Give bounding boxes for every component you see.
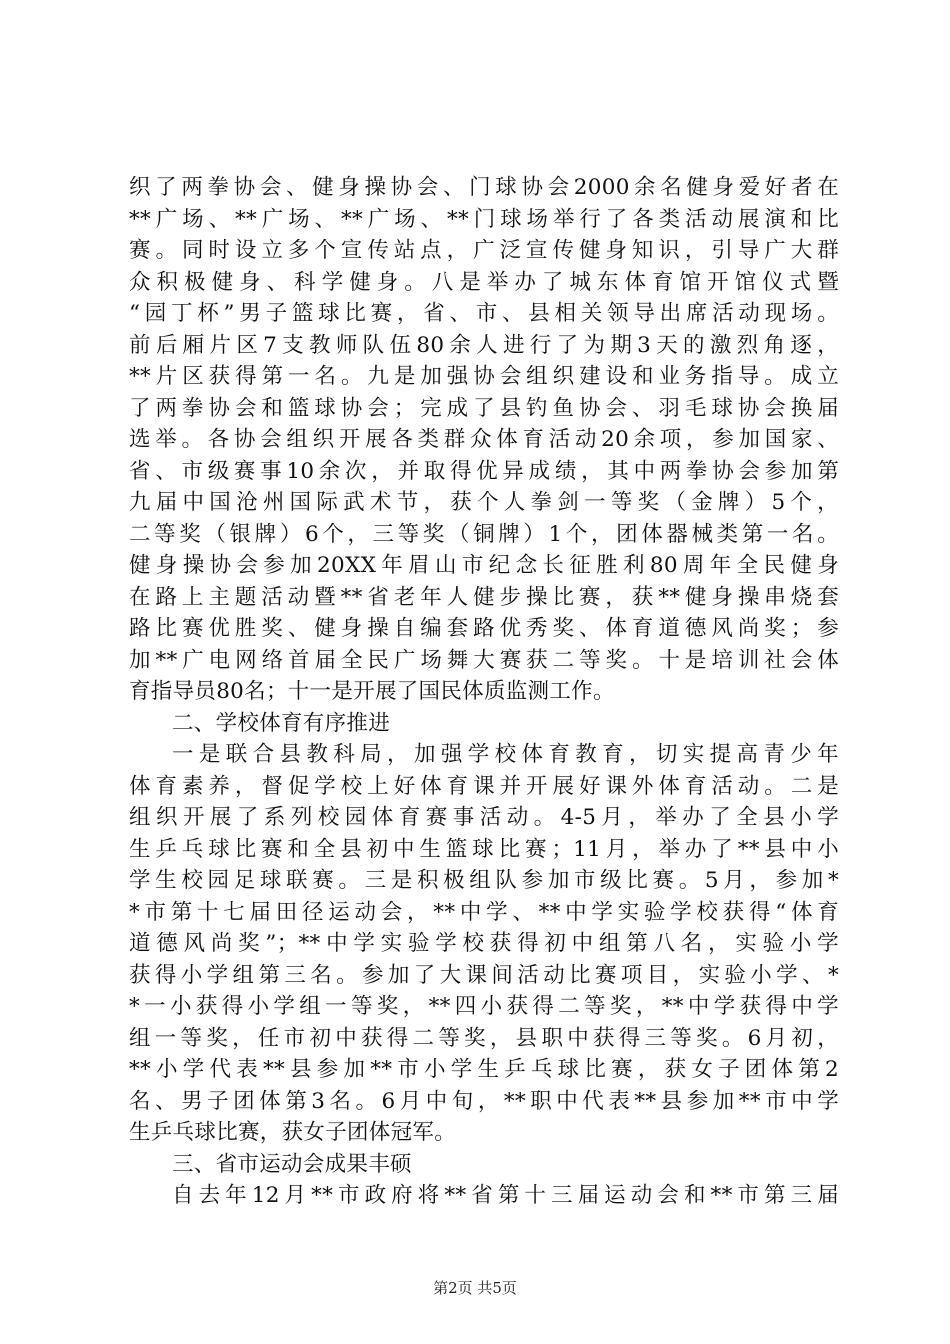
text-line: 组织开展了系列校园体育赛事活动。4-5月，举办了全县小学 [129,805,839,830]
text-line: 加**广电网络首届全民广场舞大赛获二等奖。十是培训社会体 [129,647,839,673]
text-line: 前后厢片区7支教师队伍80余人进行了为期3天的激烈角逐， [129,332,839,358]
text-line: *市第十七届田径运动会，**中学、**中学实验学校获得“体育 [129,899,839,925]
text-line: 在路上主题活动暨**省老年人健步操比赛，获**健身操串烧套 [129,584,839,610]
text-line: 育指导员80名；十一是开展了国民体质监测工作。 [129,679,615,704]
text-line: **广场、**广场、**广场、**门球场举行了各类活动展演和比 [129,206,839,232]
text-line: 体育素养，督促学校上好体育课并开展好课外体育活动。二是 [129,773,839,799]
text-line: 获得小学组第三名。参加了大课间活动比赛项目，实验小学、* [129,962,839,988]
text-line: 健身操协会参加20XX年眉山市纪念长征胜利80周年全民健身 [129,553,839,578]
page-footer: 第2页 共5页 [433,1279,517,1297]
text-line: 名、男子团体第3名。6月中旬，**职中代表**县参加**市中学 [129,1088,839,1114]
text-line: 自去年12月**市政府将**省第十三届运动会和**市第三届 [172,1183,839,1208]
text-line: “园丁杯”男子篮球比赛，省、市、县相关领导出席活动现场。 [129,301,839,326]
text-line: *一小获得小学组一等奖，**四小获得二等奖，**中学获得中学 [129,994,839,1019]
text-line: 了两拳协会和篮球协会；完成了县钓鱼协会、羽毛球协会换届 [129,395,839,421]
text-line: 组一等奖，任市初中获得二等奖，县职中获得三等奖。6月初， [129,1025,839,1051]
text-line: 一是联合县教科局，加强学校体育教育，切实提高青少年 [172,742,839,767]
text-line: 九届中国沧州国际武术节，获个人拳剑一等奖（金牌）5个， [129,490,839,515]
text-line: 众积极健身、科学健身。八是举办了城东体育馆开馆仪式暨 [129,269,839,295]
text-line: **片区获得第一名。九是加强协会组织建设和业务指导。成立 [129,364,839,389]
text-line: 生乒乓球比赛，获女子团体冠军。 [129,1120,457,1145]
text-line: 学生校园足球联赛。三是积极组队参加市级比赛。5月，参加* [129,868,839,893]
text-line: 赛。同时设立多个宣传站点，广泛宣传健身知识，引导广大群 [129,238,839,263]
body-text [129,172,839,1212]
text-line: 二等奖（银牌）6个，三等奖（铜牌）1个，团体器械类第一名。 [129,521,839,547]
section-heading: 三、省市运动会成果丰硕 [172,1151,412,1177]
text-line: 生乒乓球比赛和全县初中生篮球比赛；11月，举办了**县中小 [129,836,839,862]
text-line: 织了两拳协会、健身操协会、门球协会2000余名健身爱好者在 [129,175,839,200]
text-line: 省、市级赛事10余次，并取得优异成绩，其中两拳协会参加第 [129,458,839,484]
text-line: **小学代表**县参加**市小学生乒乓球比赛，获女子团体第2 [129,1057,839,1082]
text-line: 选举。各协会组织开展各类群众体育活动20余项，参加国家、 [129,427,839,452]
text-line: 道德风尚奖”；**中学实验学校获得初中组第八名，实验小学 [129,931,839,956]
text-line: 路比赛优胜奖、健身操自编套路优秀奖、体育道德风尚奖；参 [129,616,839,641]
section-heading: 二、学校体育有序推进 [172,710,391,736]
